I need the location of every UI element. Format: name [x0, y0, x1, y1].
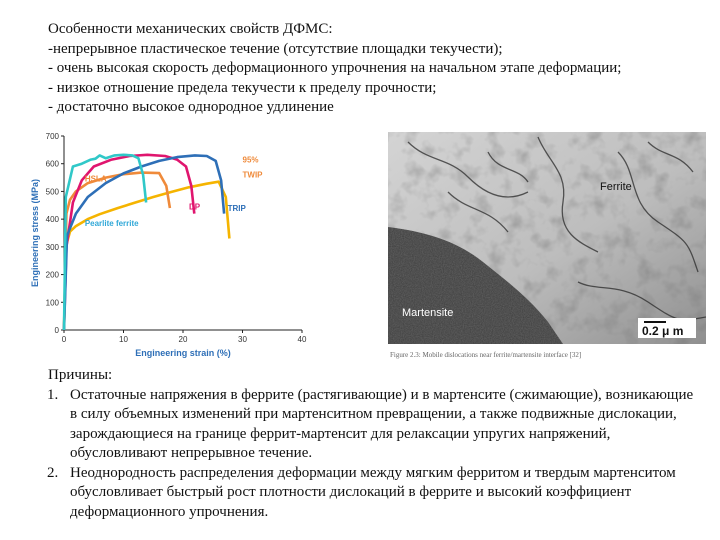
intro-block: [48, 20, 708, 118]
y-tick-label: 300: [45, 242, 59, 252]
x-tick-label: 10: [119, 335, 128, 344]
reasons-block: [48, 366, 698, 522]
x-axis-label: Engineering strain (%): [135, 348, 231, 358]
figure-caption: Figure 2.3: Mobile dislocations near ferrite/martensite interface [32]: [390, 351, 582, 359]
x-tick-label: 20: [178, 335, 188, 344]
x-tick-label: 0: [61, 335, 67, 344]
series-line-dp: [64, 155, 194, 330]
y-tick-label: 200: [45, 270, 59, 280]
martensite-label: Martensite: [402, 307, 454, 319]
y-tick-label: 700: [45, 132, 59, 141]
reason-item: [48, 386, 698, 464]
reasons-heading: Причины:: [48, 367, 113, 383]
series-line-pearlite-ferrite: [64, 182, 229, 330]
intro-bullet: - очень высокая скорость деформационного упрочнения на начальном этапе деформации;: [48, 60, 622, 76]
micrograph: [388, 132, 706, 344]
series-annotation: Pearlite ferrite: [84, 219, 139, 229]
scale-bar-label: 0.2 μ m: [642, 324, 684, 338]
reason-text: Неоднородность распределения деформации между мягким ферритом и твердым мартенситом обусловливает быстрый рост плотности дислокаций в феррите и высокий коэффициент деформационного упрочнения.: [70, 464, 676, 520]
x-tick-label: 40: [297, 335, 307, 344]
reasons-list: [48, 386, 698, 523]
y-tick-label: 600: [45, 159, 59, 169]
micrograph-image: [388, 132, 706, 344]
series-annotation: TWIP: [242, 170, 263, 180]
reason-number: 1.: [47, 386, 59, 403]
y-tick-label: 500: [45, 187, 59, 197]
intro-bullet: - низкое отношение предела текучести к пределу прочности;: [48, 79, 437, 96]
intro-title: Особенности механических свойств ДФМС:: [48, 21, 333, 37]
reason-item: [48, 464, 698, 523]
series-annotation: TRIP: [227, 203, 246, 213]
intro-bullet: - достаточно высокое однородное удлинение: [48, 99, 334, 115]
y-tick-label: 400: [45, 215, 59, 225]
stress-strain-chart: [28, 128, 318, 363]
series-annotation: DP: [188, 202, 201, 212]
reason-number: 2.: [47, 464, 59, 481]
reason-text: Остаточные напряжения в феррите (растягивающие) и в мартенсите (сжимающие), возникающие в силу объемных изменений при мартенситном превращении, а также подвижные дислокации, зарождающиеся на границе феррит-мартенсит для релаксации упругих напряжений, обусловливают непрерывное течение.: [70, 386, 694, 461]
x-tick-label: 30: [238, 335, 247, 344]
stress-strain-svg: [28, 128, 318, 363]
ferrite-label: Ferrite: [600, 181, 632, 193]
y-tick-label: 0: [54, 326, 59, 335]
y-axis-label: Engineering stress (MPa): [30, 178, 40, 288]
intro-bullet: -непрерывное пластическое течение (отсутствие площадки текучести);: [48, 40, 503, 57]
series-annotation: HSLA: [84, 174, 107, 184]
series-annotation: 95%: [242, 155, 259, 165]
y-tick-label: 100: [45, 298, 59, 308]
